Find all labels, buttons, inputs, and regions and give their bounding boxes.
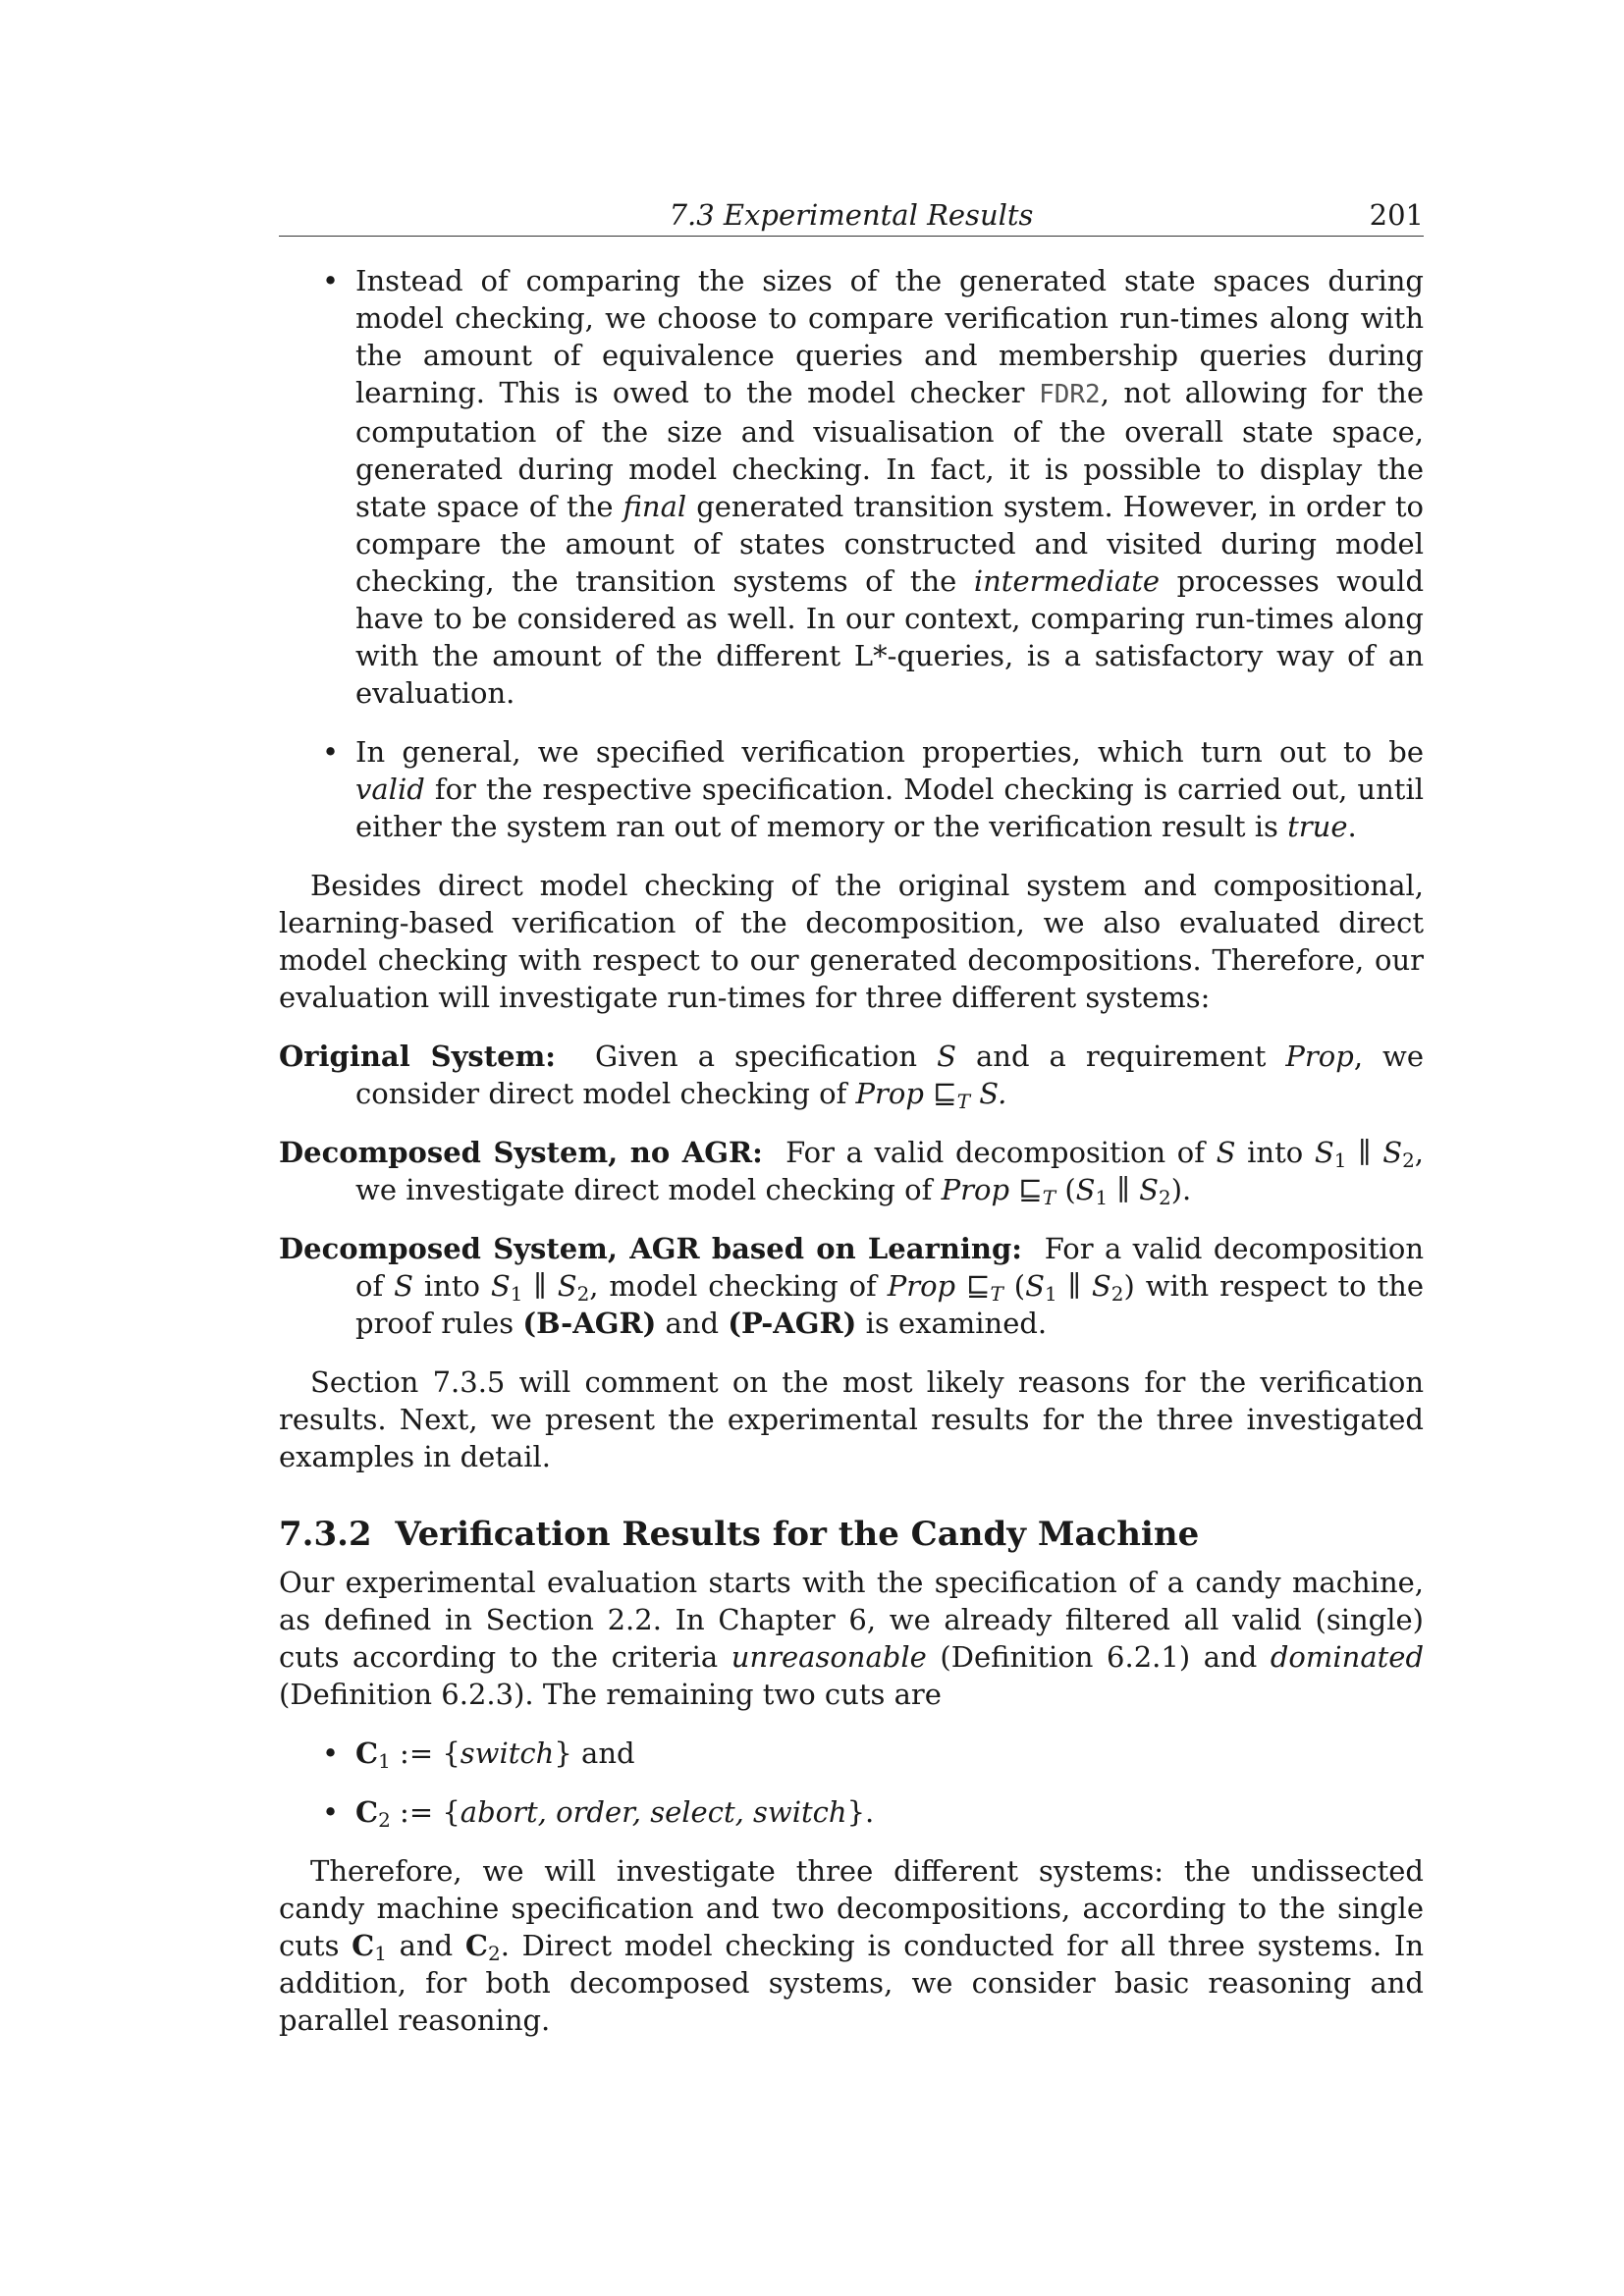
cut-list — [279, 1735, 1424, 1831]
page — [279, 192, 1424, 2039]
bullet-item-properties: • In general, we specified verification properties, which turn out to be valid for the respective specification. Model checking is carried out, until either the system ran out of memory or the verification result is true. — [279, 733, 1424, 845]
definition-decomposed-system: Decomposed System, no AGR: For a valid decomposition of S into $S_1$ ∥ $S_2$, we investigate direct model checking of Prop $⊑_T$ ($S_1$ ∥ $S_2$). — [279, 1136, 1425, 1209]
bullet-list-intro — [279, 262, 1424, 845]
paragraph-evaluation: Our experimental evaluation starts with the specification of a candy machine, as defined in Section 2.2. In Chapter 6, we already filtered all valid (single) cuts according to the criteria unreasonable (Definition 6.2.1) and dominated (Definition 6.2.3). The remaining two cuts are — [279, 1566, 1425, 1711]
fdr2-code: FDR2 — [1039, 380, 1101, 409]
running-head — [279, 192, 1424, 237]
bullet-item-runtimes: • Instead of comparing the sizes of the generated state spaces during model checking, we choose to compare verification run-times along with the amount of equivalence queries and membership queries during learning. This is owed to the model checker FDR2, not allowing for the computation of the size and visualisation of the overall state space, generated during model checking. In fact, it is possible to display the state space of the final generated transition system. However, in order to compare the amount of states constructed and visited during model checking, the transition systems of the intermediate processes would have to be considered as well. In our context, comparing run-times along with the amount of the different L*-queries, is a satisfactory way of an evaluation. — [279, 262, 1424, 712]
subsection-heading: 7.3.2 Verification Results for the Candy Machine — [279, 1515, 1200, 1554]
page-number: 201 — [1369, 198, 1424, 232]
paragraph-section-ref: Section 7.3.5 will comment on the most likely reasons for the verification results. Next, we present the experimental results for the three investigated examples in detail. — [279, 1365, 1424, 1473]
running-head-title: 7.3 Experimental Results — [669, 198, 1034, 232]
paragraph-final: Therefore, we will investigate three different systems: the undissected candy machine specification and two decompositions, according to the single cuts $C_1$ and $C_2$. Direct model checking is conducted for all three systems. In addition, for both decomposed systems, we consider basic reasoning and parallel reasoning. — [279, 1854, 1425, 2037]
paragraph-besides: Besides direct model checking of the original system and compositional, learning-based verification of the decomposition, we also evaluated direct model checking with respect to our generated decompositions. Therefore, our evaluation will investigate run-times for three different systems: — [279, 869, 1424, 1014]
definition-agr-system: Decomposed System, AGR based on Learning: For a valid decomposition of S into $S_1$ ∥ $S_2$, model checking of Prop $⊑_T$ ($S_1$ ∥ $S_2$) with respect to the proof rules (B-AGR) and (P-AGR) is examined. — [279, 1232, 1425, 1340]
cut-item-c2: • $C_2$ := {abort, order, select, switch}. — [279, 1793, 1424, 1831]
cut-item-c1: • $C_1$ := {switch} and — [279, 1735, 1424, 1772]
definition-original-system: Original System: Given a specification S and a requirement Prop, we consider direct model checking of Prop $⊑_T$ S. — [279, 1040, 1425, 1113]
